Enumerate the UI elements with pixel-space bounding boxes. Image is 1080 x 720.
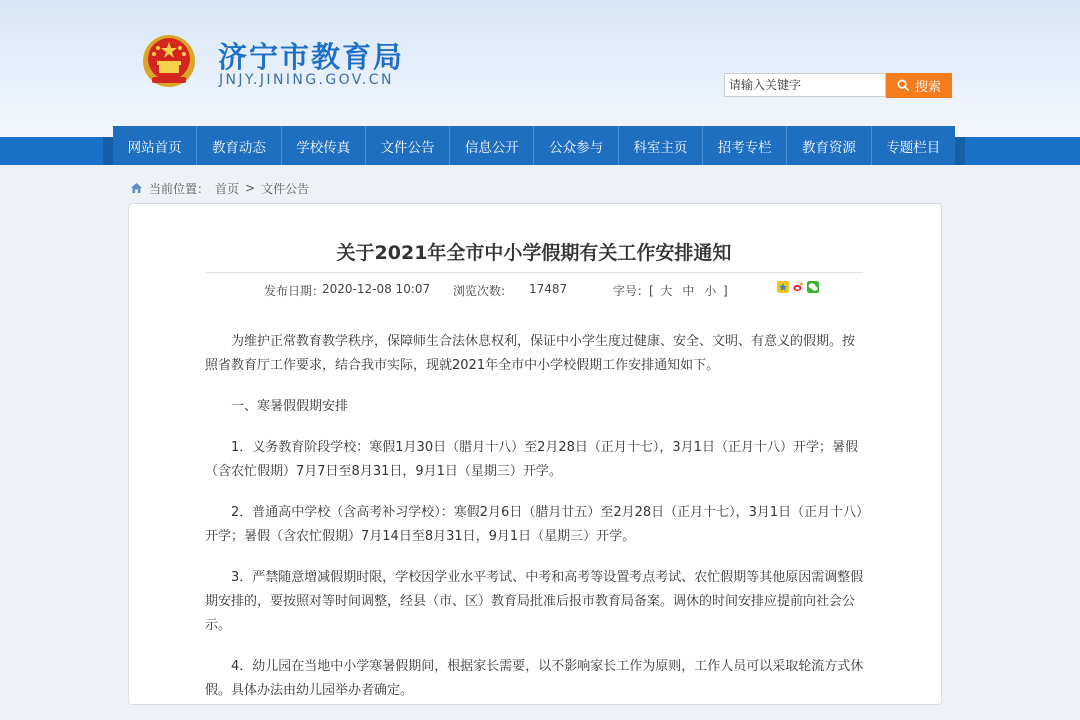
nav-item-home[interactable]: 网站首页 — [113, 126, 197, 165]
nav-item-special-topics[interactable]: 专题栏目 — [886, 139, 941, 156]
article-paragraph: 1．义务教育阶段学校：寒假1月30日（腊月十八）至2月28日（正月十七），3月1日（正月十八）开学；暑假（含农忙假期）7月7日至8月31日，9月1日（星期三）开学。 — [205, 440, 858, 479]
site-title[interactable]: 济宁市教育局 — [218, 40, 405, 74]
nav-item-public-participation[interactable]: 公众参与 — [534, 126, 618, 165]
breadcrumb — [130, 180, 309, 196]
search-button[interactable] — [886, 73, 952, 98]
site-header — [0, 0, 1080, 137]
font-size-close: ] — [723, 284, 728, 298]
article-paragraph: 2．普通高中学校（含高考补习学校）：寒假2月6日（腊月廿五）至2月28日（正月十七），3月1日（正月十八）开学；暑假（含农忙假期）7月14日至8月31日，9月1日（星期三）开学。 — [205, 505, 863, 544]
nav-edge-left — [103, 137, 113, 165]
publish-date-label: 发布日期： — [264, 284, 325, 298]
search-button-label: 搜索 — [914, 80, 941, 95]
search-icon — [897, 79, 910, 92]
font-size-large[interactable]: 大 — [660, 284, 673, 298]
nav-item-school-news[interactable]: 学校传真 — [282, 126, 366, 165]
nav-item-department-pages[interactable]: 科室主页 — [619, 126, 703, 165]
weibo-share-icon[interactable] — [792, 281, 804, 293]
home-icon — [130, 182, 143, 194]
wechat-share-icon[interactable] — [807, 281, 819, 293]
article-body — [205, 330, 865, 720]
publish-date: 2020-12-08 10:07 — [322, 282, 431, 296]
breadcrumb-separator: > — [245, 181, 256, 195]
nav-item-notices[interactable]: 文件公告 — [366, 126, 450, 165]
breadcrumb-current-link[interactable]: 文件公告 — [261, 181, 310, 196]
share-icons — [777, 281, 819, 293]
title-divider — [206, 272, 863, 273]
nav-edge-right — [955, 137, 965, 165]
nav-item-resources[interactable]: 教育资源 — [787, 126, 871, 165]
view-count: 17487 — [529, 282, 568, 296]
national-emblem-icon — [142, 34, 196, 88]
main-nav — [113, 126, 955, 165]
font-size-medium[interactable]: 中 — [682, 284, 695, 298]
font-size-control — [613, 282, 728, 299]
font-size-label: 字号：[ — [613, 284, 654, 298]
article-title: 关于2021年全市中小学假期有关工作安排通知 — [336, 242, 732, 264]
article-section-heading: 一、寒暑假假期安排 — [231, 399, 349, 414]
nav-item-exams[interactable]: 招考专栏 — [703, 126, 787, 165]
breadcrumb-prefix: 当前位置： — [149, 181, 210, 196]
article-paragraph: 为维护正常教育教学秩序，保障师生合法休息权利，保证中小学生度过健康、安全、文明、有意义的假期。按照省教育厅工作要求，结合我市实际，现就2021年全市中小学校假期工作安排通知如下。 — [205, 334, 856, 373]
qzone-share-icon[interactable] — [777, 281, 789, 293]
font-size-small[interactable]: 小 — [704, 284, 717, 298]
search-input[interactable] — [724, 73, 886, 97]
article-paragraph: 4．幼儿园在当地中小学寒暑假期间，根据家长需要，以不影响家长工作为原则，工作人员可以采取轮流方式休假。具体办法由幼儿园举办者确定。 — [205, 659, 864, 698]
article-paragraph: 3．严禁随意增减假期时限，学校因学业水平考试、中考和高考等设置考点考试、农忙假期等其他原因需调整假期安排的，要按照对等时间调整，经县（市、区）教育局批准后报市教育局备案。调休的时间安排应提前向社会公示。 — [205, 570, 864, 633]
nav-item-info-disclosure[interactable]: 信息公开 — [450, 126, 534, 165]
site-domain: JNJY.JINING.GOV.CN — [219, 72, 394, 88]
view-count-label: 浏览次数: — [453, 284, 506, 298]
breadcrumb-home-link[interactable]: 首页 — [215, 181, 240, 196]
nav-item-education-news[interactable]: 教育动态 — [197, 126, 281, 165]
